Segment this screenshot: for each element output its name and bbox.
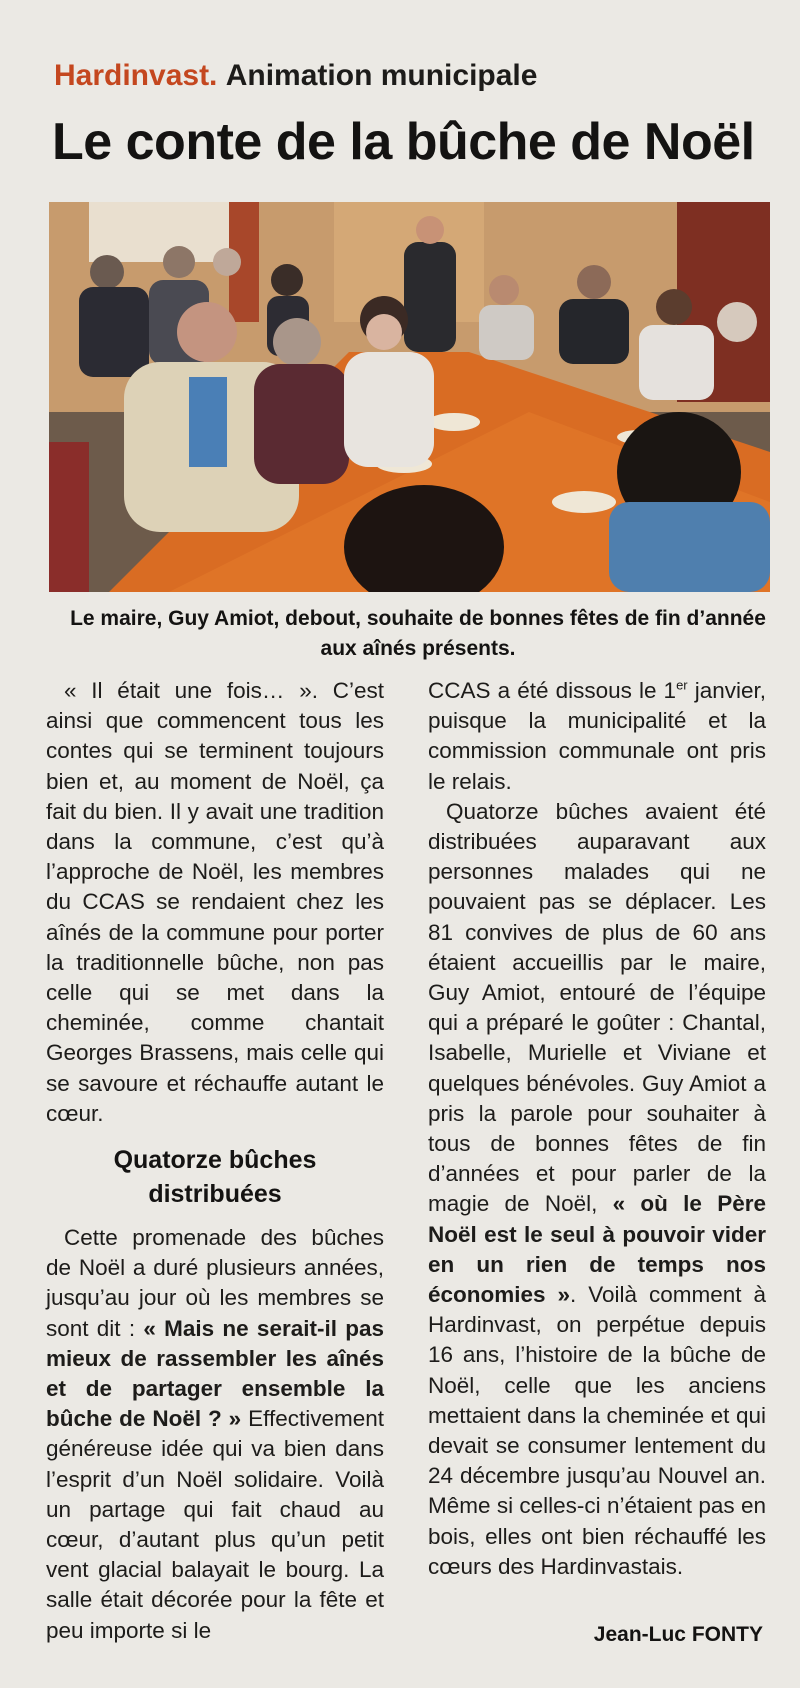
author-signature: Jean-Luc FONTY: [593, 1623, 763, 1646]
ordinal-superscript: er: [676, 677, 688, 693]
paragraph-ccas-lead: CCAS a été dissous le 1: [428, 678, 677, 703]
article-photo: [49, 202, 770, 592]
paragraph-ccas: [428, 676, 766, 797]
subheading: Quatorze bûches distribuées: [113, 1146, 317, 1209]
paragraph-intro: « Il était une fois… ». C’est ainsi que commencent tous les contes qui se terminent toujours bien et, au moment de Noël, ça fait du bien. Il y avait une tradition dans la commune, c’est qu’à l’approche de Noël, les membres du CCAS se rendaient chez les aînés de la commune pour porter la traditionnelle bûche, non pas celle qui se met dans la cheminée, comme chantait Georges Brassens, mais celle qui se savoure et réchauffe autant le cœur.: [46, 678, 384, 1126]
paragraph-ccas-tail: janvier, puisque la municipalité et la commission communale ont pris le relais.: [428, 678, 767, 794]
article-column-1: [46, 676, 384, 1646]
paragraph-quatorze-lead: Quatorze bûches avaient été distribuées auparavant aux personnes malades qui ne pouvaient pas se déplacer. Les 81 convives de plus de 60 ans étaient accueillis par le maire, Guy Amiot, entouré de l’équipe qui a préparé le goûter : Chantal, Isabelle, Murielle et Viviane et quelques bénévoles. Guy Amiot a pris la parole pour souhaiter à tous de bonnes fêtes de fin d’années et pour parler de la magie de Noël,: [428, 798, 766, 1217]
paragraph-promenade: [46, 1223, 384, 1646]
paragraph-promenade-tail: Effectivement généreuse idée qui va bien dans l’esprit d’un Noël solidaire. Voilà un partage qui fait chaud au cœur, d’autant plus qu’un petit vent glacial balayait le bourg. La salle était décorée pour la fête et peu importe si le: [46, 1406, 384, 1643]
photo-caption: Le maire, Guy Amiot, debout, souhaite de bonnes fêtes de fin d’année aux aînés présents.: [70, 607, 766, 660]
paragraph-quatorze: [428, 797, 766, 1582]
photo-illustration: [49, 202, 770, 592]
quote-rassembler: « Mais ne serait-il pas mieux de rassembler les aînés et de partager ensemble la bûche de Noël ? »: [46, 1315, 384, 1432]
paragraph-quatorze-tail: . Voilà comment à Hardinvast, on perpétue depuis 16 ans, l’histoire de la bûche de Noël, celle que les anciens mettaient dans la cheminée et qui devait se consumer lentement du 24 décembre jusqu’au Nouvel an. Même si celles-ci n’étaient pas en bois, elles ont bien réchauffé les cœurs des Hardinvastais.: [428, 1282, 766, 1579]
kicker: [54, 58, 537, 94]
article-column-2: [428, 676, 766, 1582]
headline: Le conte de la bûche de Noël: [52, 113, 755, 171]
paragraph-promenade-lead: Cette promenade des bûches de Noël a duré plusieurs années, jusqu’au jour où les membres se sont dit :: [46, 1225, 384, 1341]
kicker-place: Hardinvast.: [54, 59, 218, 92]
quote-pere-noel: « où le Père Noël est le seul à pouvoir vider en un rien de temps nos économies »: [428, 1191, 766, 1308]
kicker-rubric: Animation municipale: [225, 59, 538, 92]
